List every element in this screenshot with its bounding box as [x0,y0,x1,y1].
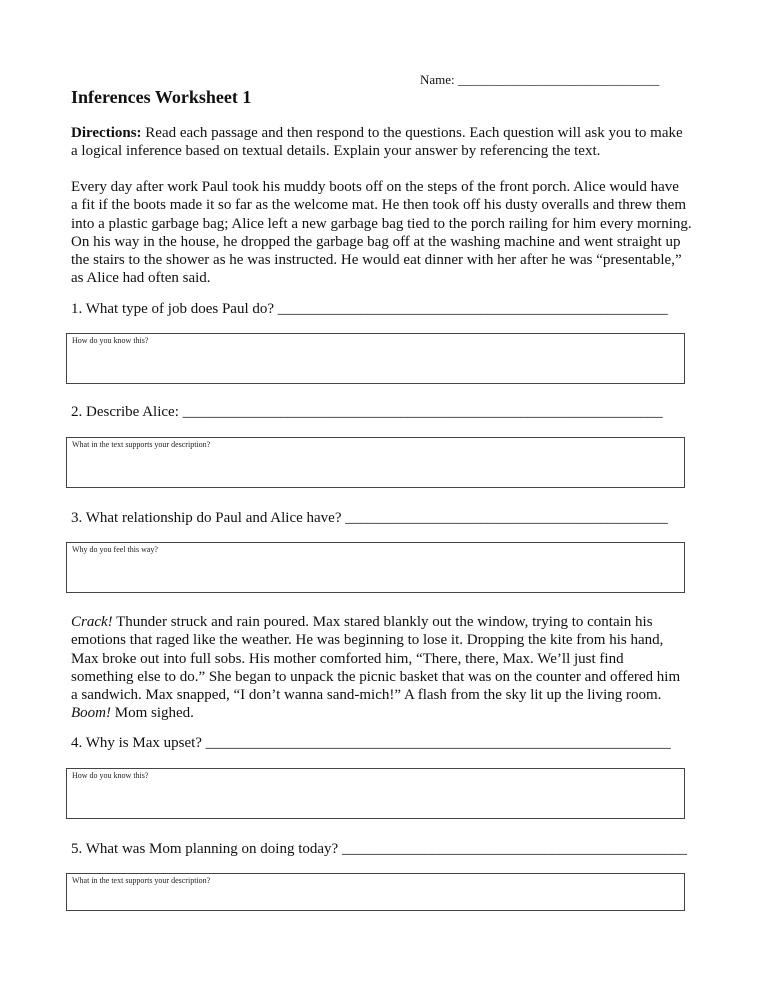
page-title: Inferences Worksheet 1 [71,87,252,107]
passage-2-boom: Boom! [71,705,111,722]
passage-2-line: Mom sighed. [111,705,194,722]
directions-text-1: Read each passage and then respond to the questions. Each question will ask you to make [141,125,683,141]
passage-1-line: the stairs to the shower as he was instructed. He would eat dinner with her after he was “presentable,” [71,252,682,269]
question-1[interactable]: 1. What type of job does Paul do? ____________________________________________________ [71,301,668,317]
passage-2-crack: Crack! [71,614,113,630]
directions [71,124,711,161]
answer-box-hint: How do you know this? [72,771,149,780]
question-5[interactable]: 5. What was Mom planning on doing today? ______________________________________________ [71,841,687,857]
passage-1-line: Every day after work Paul took his muddy boots off on the steps of the front porch. Alice would have [71,179,679,195]
passage-2-line: emotions that raged like the weather. He was beginning to lose it. Dropping the kite from his hand, [71,632,664,649]
directions-text-2: a logical inference based on textual details. Explain your answer by referencing the text. [71,143,601,160]
passage-2 [71,613,711,723]
answer-box-hint: Why do you feel this way? [72,545,158,554]
passage-1-line: into a plastic garbage bag; Alice left a new garbage bag tied to the porch railing for him every morning. [71,215,692,232]
passage-1-line: a fit if the boots made it so far as the welcome mat. He then took off his dusty overalls and threw them [71,197,686,214]
passage-2-line: a sandwich. Max snapped, “I don’t wanna sand-mich!” A flash from the sky lit up the living room. [71,687,662,704]
passage-1-line: as Alice had often said. [71,270,211,287]
question-4[interactable]: 4. Why is Max upset? ______________________________________________________________ [71,735,671,751]
directions-label: Directions: [71,125,142,141]
passage-1-line: On his way in the house, he dropped the garbage bag off at the washing machine and went straight up [71,233,681,250]
question-3[interactable]: 3. What relationship do Paul and Alice have? ___________________________________________ [71,510,668,526]
answer-box-hint: What in the text supports your description? [72,876,211,885]
passage-2-line: something else to do.” She began to unpack the picnic basket that was on the counter and offered him [71,668,681,685]
answer-box-hint: What in the text supports your description? [72,440,211,449]
name-field-label[interactable]: Name: _______________________________ [420,72,660,87]
answer-box-1[interactable] [66,333,685,384]
question-2[interactable]: 2. Describe Alice: ________________________________________________________________ [71,404,663,420]
passage-1 [71,178,711,288]
answer-box-3[interactable] [66,542,685,593]
answer-box-hint: How do you know this? [72,336,149,345]
passage-2-line: Thunder struck and rain poured. Max stared blankly out the window, trying to contain his [112,614,653,630]
passage-2-line: Max broke out into full sobs. His mother comforted him, “There, there, Max. We’ll just find [71,650,624,667]
answer-box-4[interactable] [66,768,685,819]
answer-box-5[interactable] [66,873,685,911]
answer-box-2[interactable] [66,437,685,488]
